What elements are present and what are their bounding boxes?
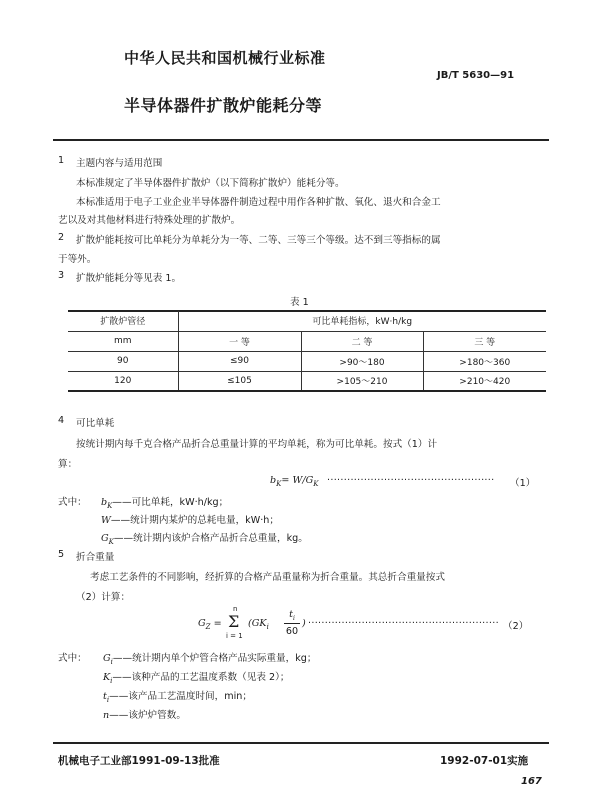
sum-upper-limit: n	[233, 605, 238, 613]
fraction-numerator-symbol: t	[289, 609, 293, 620]
def-symbol-sub: i	[110, 676, 113, 685]
footer-rule	[53, 742, 549, 744]
def-symbol: b	[101, 497, 108, 508]
section-4-line-1: 按统计期内每千克合格产品折合总重量计算的平均单耗，称为可比单耗。按式（1）计	[76, 439, 438, 450]
def-text: ——可比单耗，kW·h/kg；	[112, 497, 229, 508]
table-1-caption: 表 1	[290, 297, 309, 308]
formula-2-lhs: $G_Z$ =	[198, 618, 222, 631]
section-4-number: 4	[58, 415, 65, 426]
def-text: ——统计期内某炉的总耗电量，kW·h；	[110, 515, 279, 526]
grade-header-2: 二 等	[301, 331, 423, 351]
section-5-line-2: （2）计算：	[76, 592, 131, 603]
section-5-number: 5	[58, 549, 65, 560]
sum-sign: Σ	[228, 612, 240, 631]
formula-1-lhs: b	[270, 475, 277, 486]
cell-diameter: 120	[114, 375, 132, 386]
formula-1-tag: （1）	[510, 478, 536, 489]
sum-lower-limit: i = 1	[226, 632, 243, 640]
formula-1-rhs-sub: K	[313, 479, 319, 488]
section-3-number: 3	[58, 270, 65, 281]
grade-header-3: 三 等	[423, 331, 546, 351]
section-3-text: 扩散炉能耗分等见表 1。	[76, 273, 182, 284]
col-header-diameter: 扩散炉管径	[100, 317, 146, 328]
section-2-number: 2	[58, 232, 65, 243]
formula-1-def-3	[101, 530, 308, 546]
cell-grade-1: ≤90	[178, 351, 301, 371]
fraction-numerator	[285, 609, 299, 622]
formula-2-term-text: (GK	[248, 618, 267, 629]
grade-header-1: 一 等	[178, 331, 301, 351]
header-rule	[53, 139, 549, 141]
energy-grade-table	[68, 311, 546, 392]
section-1-paragraph-1: 本标准规定了半导体器件扩散炉（以下简称扩散炉）能耗分等。	[76, 178, 345, 189]
col-header-unit: mm	[113, 336, 132, 346]
cell-grade-3: >210～420	[423, 371, 546, 391]
formula-1	[270, 475, 318, 488]
formula-2-term	[248, 618, 269, 631]
def-symbol: t	[103, 691, 107, 702]
section-4-line-2: 算：	[58, 459, 78, 470]
fraction-numerator-sub: i	[292, 614, 295, 622]
section-2-line-1: 扩散炉能耗按可比单耗分为单耗分为一等、二等、三等三个等级。达不到三等指标的属	[76, 235, 441, 246]
formula-2-def-3	[103, 688, 252, 704]
page-number: 167	[521, 776, 542, 787]
formula-2-term-sub: i	[266, 622, 269, 631]
def-symbol: W	[101, 515, 111, 526]
formula-2-lhs-sub: Z	[205, 622, 211, 631]
formula-1-where-label: 式中：	[58, 497, 87, 508]
def-text: ——该种产品的工艺温度系数（见表 2）；	[112, 672, 290, 683]
def-symbol-sub: K	[107, 501, 113, 510]
formula-2-close: )	[302, 618, 306, 629]
def-symbol: G	[101, 533, 109, 544]
table-row	[68, 351, 546, 371]
formula-1-lhs-sub: K	[276, 479, 282, 488]
def-symbol-sub: i	[106, 695, 110, 704]
formula-2-def-1	[103, 650, 316, 666]
formula-2-tag: （2）	[503, 621, 529, 632]
cell-grade-3: >180～360	[423, 351, 546, 371]
formula-1-def-2	[101, 512, 279, 526]
formula-2-def-2	[103, 669, 289, 685]
approval-date: 机械电子工业部1991-09-13批准	[58, 755, 220, 767]
fraction-bar	[284, 623, 300, 624]
formula-2-where-label: 式中：	[58, 653, 87, 664]
formula-2-dots: ·························································	[308, 618, 499, 629]
cell-grade-2: >90～180	[301, 351, 423, 371]
def-text: ——统计期内该炉合格产品折合总重量，kg。	[113, 533, 308, 544]
section-2-line-2: 于等外。	[58, 254, 97, 265]
def-symbol: K	[103, 672, 111, 683]
table-row	[68, 371, 546, 391]
section-1-title: 主题内容与适用范围	[76, 158, 163, 169]
section-4-title: 可比单耗	[76, 418, 115, 429]
def-text: ——该炉炉管数。	[109, 710, 186, 721]
formula-1-dots: ··················································	[327, 475, 495, 486]
col-header-group: 可比单耗指标，kW·h/kg	[178, 311, 546, 331]
section-1-paragraph-2a: 本标准适用于电子工业企业半导体器件制造过程中用作各种扩散、氧化、退火和合金工	[76, 197, 441, 208]
cell-grade-2: >105～210	[301, 371, 423, 391]
def-text: ——统计期内单个炉管合格产品实际重量，kg；	[112, 653, 317, 664]
fraction-denominator: 60	[285, 626, 299, 637]
def-symbol: n	[103, 710, 110, 721]
section-5-line-1: 考虑工艺条件的不同影响，经折算的合格产品重量称为折合重量。其总折合重量按式	[90, 572, 445, 583]
document-title: 半导体器件扩散炉能耗分等	[124, 96, 323, 115]
formula-1-def-1	[101, 494, 228, 510]
implementation-date: 1992-07-01实施	[440, 755, 529, 767]
cell-diameter: 90	[117, 356, 129, 366]
def-symbol: G	[103, 653, 111, 664]
org-title: 中华人民共和国机械行业标准	[124, 49, 326, 67]
def-text: ——该产品工艺温度时间，min；	[109, 691, 252, 702]
section-1-number: 1	[58, 155, 65, 166]
cell-grade-1: ≤105	[178, 371, 301, 391]
standard-number: JB/T 5630—91	[437, 70, 515, 81]
section-1-paragraph-2b: 艺以及对其他材料进行特殊处理的扩散炉。	[58, 215, 241, 226]
def-symbol-sub: i	[110, 657, 113, 666]
formula-1-rhs: = W/G	[281, 475, 314, 486]
section-5-title: 折合重量	[76, 552, 115, 563]
def-symbol-sub: K	[108, 537, 114, 546]
formula-2-def-4	[103, 707, 186, 721]
formula-2-lhs-symbol: G	[198, 618, 206, 629]
